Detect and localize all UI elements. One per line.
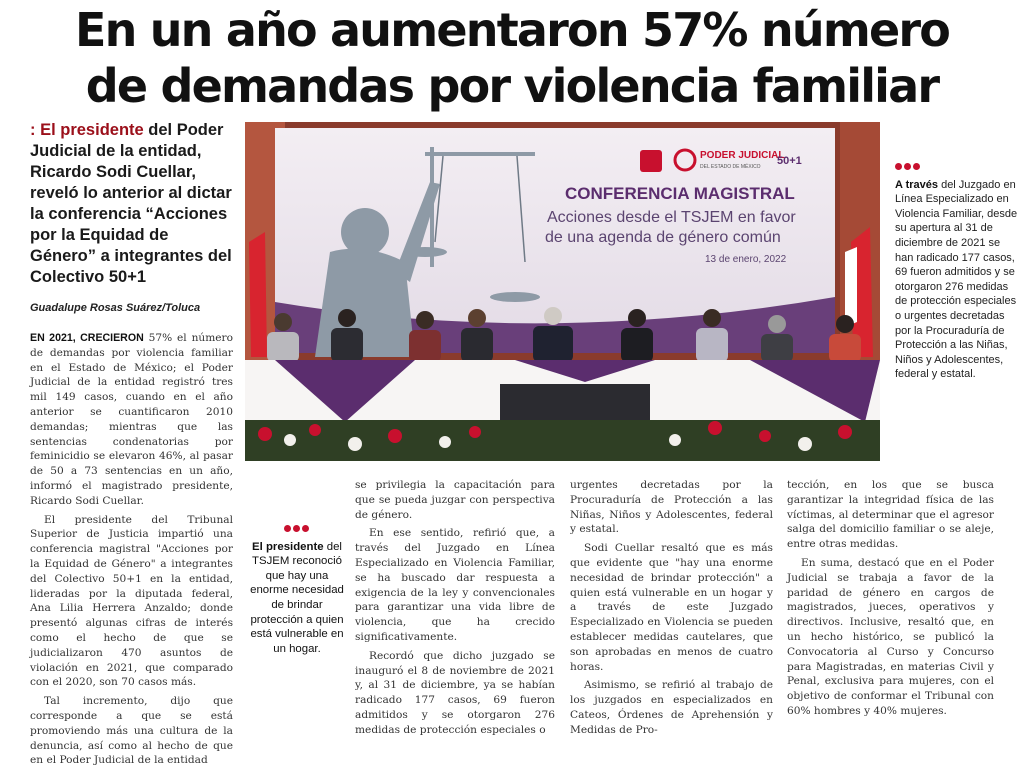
pull-quote-lead: El presidente <box>252 540 324 553</box>
logo-text: PODER JUDICIAL <box>700 150 785 161</box>
banner-line-2: de una agenda de género común <box>545 229 781 246</box>
bullet-dots-icon <box>247 522 347 537</box>
paragraph: se privilegia la capacitación para que se pueda juzgar con perspectiva de género. <box>355 479 555 521</box>
article-column-1 <box>30 331 233 772</box>
deck-text: del Poder Judicial de la entidad, Ricardo Sodi Cuellar, reveló lo anterior al dictar la conferencia “Acciones por la Equidad de Género” a integrantes del Colectivo 50+1 <box>30 121 232 286</box>
paragraph: En ese sentido, refirió que, a través del Juzgado en Línea Especializado en Violencia Familiar, se ha buscado dar respuesta a exigencia de la ley y convencionales para garantizar una vida libre de violencia, que ha crecido significativamente. <box>355 527 555 643</box>
article-column-3 <box>570 478 773 742</box>
banner-date: 13 de enero, 2022 <box>705 254 787 265</box>
logo-sub: DEL ESTADO DE MÉXICO <box>700 164 761 170</box>
article-photo <box>245 122 880 461</box>
lead-caps: EN 2021, CRECIERON <box>30 332 144 344</box>
headline-line-1: En un año aumentaron 57% número <box>74 3 950 57</box>
conference-photo-illustration <box>245 122 880 461</box>
banner-line-1: Acciones desde el TSJEM en favor <box>547 209 796 226</box>
paragraph: Recordó que dicho juzgado se inauguró el 8 de noviembre de 2021 y, al 31 de diciembre, ya se habían radicado 177 casos, 69 fueron admitidos y se otorgaron 276 medidas de protección especiales o <box>355 649 555 736</box>
caption-text: del Juzgado en Línea Especializado en Violencia Familiar, desde su apertura al 31 de diciembre de 2021 se han radicado 177 casos, 69 fueron admitidos y se otorgaron 276 medidas de protección especiales o urgentes decretadas por la Procuraduría de Protección a las Niñas, Niños y Adolescentes, federal y estatal. <box>895 178 1018 381</box>
paragraph <box>30 331 233 509</box>
byline: Guadalupe Rosas Suárez/Toluca <box>30 302 201 314</box>
logo-badge: 50+1 <box>777 155 802 167</box>
deck-lead: : El presidente <box>30 121 144 139</box>
paragraph: Asimismo, se refirió al trabajo de los juzgados en especializados en Cateos, Órdenes de Aprehensión y Medidas de Pro- <box>570 679 773 736</box>
paragraph: El presidente del Tribunal Superior de Justicia impartió una conferencia magistral "Acciones por la Equidad de Género" a integrantes del Colectivo 50+1 en la entidad, lideradas por la diputada federal, Ana Lilia Herrera Anzaldo; donde presentó algunas cifras de interés como el hecho de que se judicializaron 470 asuntos de violación en 2021, que comparado con el 2020, son 70 casos más. <box>30 513 233 689</box>
paragraph: tección, en los que se busca garantizar la integridad física de las víctimas, al determinar que el agresor salga del domicilio familiar o se aleje, entre otras medidas. <box>787 479 994 551</box>
bullet-dots-icon <box>895 160 1020 175</box>
paragraph-text: 57% el número de demandas por violencia familiar en el Estado de México; el Poder Judicial de la entidad registró tres mil 149 casos, cuando en el año anterior se cuantificaron 2010 demandas; mientras que las sentencias condenatorias por feminicidio se elevaron 46%, al pasar de 50 a 73 sentencias en un año, informó el magistrado presidente, Ricardo Sodi Cuellar. <box>30 332 233 507</box>
article-column-4 <box>787 478 994 723</box>
paragraph: urgentes decretadas por la Procuraduría de Protección a las Niñas, Niños y Adolescentes, federal y estatal. <box>570 479 773 536</box>
article-column-2 <box>355 478 555 742</box>
pull-quote <box>247 522 347 656</box>
headline-line-2: de demandas por violencia familiar <box>85 59 939 113</box>
caption-lead: A través <box>895 178 939 191</box>
deck-summary <box>30 120 235 288</box>
banner-title: CONFERENCIA MAGISTRAL <box>565 184 795 203</box>
paragraph: Tal incremento, dijo que corresponde a que se está promoviendo más una cultura de la denuncia, así como al hecho de que en el Poder Judicial de la entidad <box>30 695 233 767</box>
paragraph: En suma, destacó que en el Poder Judicial se trabaja a favor de la paridad de género en cargos de magistrados, jueces, operativos y directivos. Inclusive, resaltó que, en un hecho histórico, se publicó la Convocatoria al Curso y Concurso para Magistradas, en materias Civil y Penal, exclusiva para mujeres, con el objetivo de conformar el Tribunal con 60% hombres y 40% mujeres. <box>787 556 994 717</box>
pull-quote-text: del TSJEM reconoció que hay una enorme necesidad de brindar protección a quien está vulnerable en un hogar. <box>250 540 344 655</box>
photo-caption <box>895 160 1020 382</box>
paragraph: Sodi Cuellar resaltó que es más que evidente que "hay una enorme necesidad de brindar protección" a quien está vulnerable en un hogar y a través de este Juzgado Especializado en Violencia se pueden establecer medidas cautelares, que son aprobadas en menos de cuatro horas. <box>570 542 773 673</box>
